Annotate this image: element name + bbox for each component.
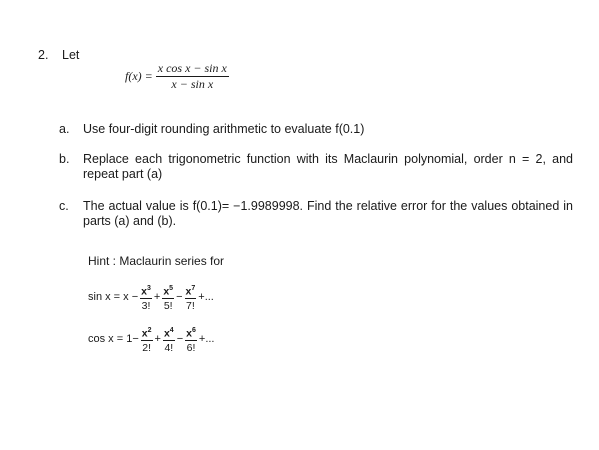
part-a-text: Use four-digit rounding arithmetic to evaluate f(0.1) <box>83 122 365 136</box>
function-lhs: f(x) = <box>125 69 153 83</box>
function-numerator: x cos x − sin x <box>157 61 227 75</box>
cos-op-2: − <box>176 333 184 346</box>
function-denominator: x − sin x <box>171 77 214 91</box>
cos-term-3: $\frac{x^6}{6!}$ <box>186 327 196 354</box>
sin-series-lhs: sin x = x − <box>88 291 139 304</box>
cos-op-3: +... <box>198 333 215 346</box>
sin-op-2: − <box>176 291 183 304</box>
cos-term-1: $\frac{x^2}{2!}$ <box>141 327 152 354</box>
part-b-text: Replace each trigonometric function with its Maclaurin polynomial, order n = 2, and repeat part (a) <box>83 152 573 181</box>
cos-op-1: + <box>154 333 161 346</box>
part-c-label: c. <box>59 199 69 213</box>
function-fraction <box>156 62 229 91</box>
hint-title: Hint : Maclaurin series for <box>88 254 225 268</box>
sin-series <box>88 283 215 312</box>
part-a-label: a. <box>59 122 70 136</box>
problem-number: 2. <box>38 48 49 62</box>
function-definition <box>125 62 229 91</box>
part-b-label: b. <box>59 152 70 166</box>
cos-series-lhs: cos x = 1− <box>88 333 139 346</box>
problem-intro: Let <box>62 48 80 62</box>
sin-op-3: +... <box>198 291 214 304</box>
sin-term-2: $\frac{x^5}{5!}$ <box>163 285 174 312</box>
cos-term-2: $\frac{x^4}{4!}$ <box>163 327 174 354</box>
part-c-text: The actual value is f(0.1)= −1.9989998. Find the relative error for the values obtained in parts (a) and (b). <box>83 199 573 228</box>
sin-term-1: $\frac{x^3}{3!}$ <box>141 285 151 312</box>
sin-op-1: + <box>153 291 161 304</box>
sin-term-3: $\frac{x^7}{7!}$ <box>185 285 196 312</box>
cos-series <box>88 325 215 354</box>
